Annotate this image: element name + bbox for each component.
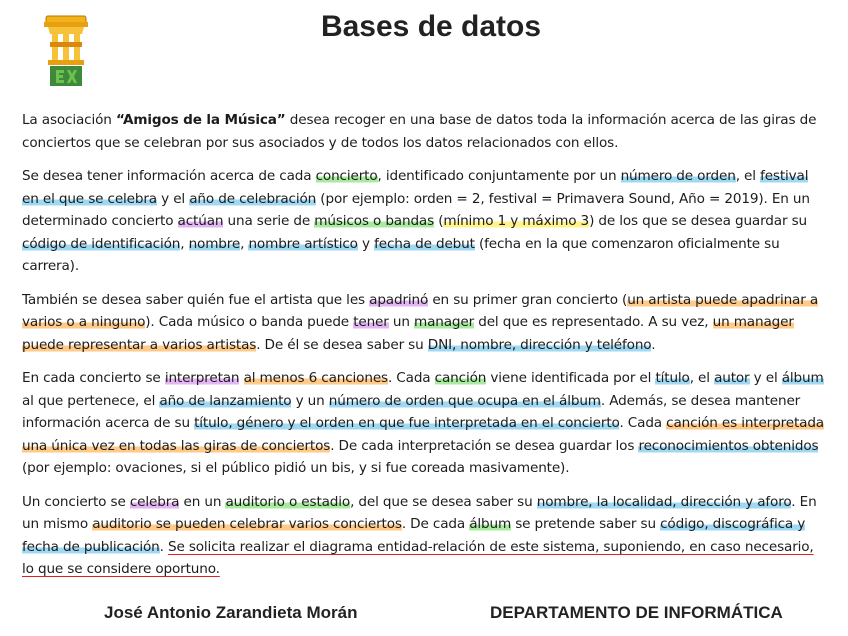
document-body <box>22 109 828 592</box>
paragraph <box>22 289 828 357</box>
highlighted-term: álbum <box>781 370 824 386</box>
text-run: , el <box>735 168 761 184</box>
text-run: También se desea saber quién fue el artista que les <box>22 291 370 308</box>
text-run: . De él se desea saber su <box>256 336 428 353</box>
highlighted-term: canción <box>434 370 487 386</box>
highlighted-term: autor <box>714 370 750 386</box>
text-run: , del que se desea saber su <box>350 493 537 510</box>
text-run: . Cada <box>387 370 435 386</box>
text-run: ( <box>434 213 444 229</box>
text-run: un <box>388 314 414 330</box>
text-run: Se desea tener información acerca de cada <box>22 168 316 184</box>
highlighted-term: tener <box>353 314 389 330</box>
highlighted-term: año de celebración <box>189 190 317 207</box>
text-run: Un concierto se <box>22 493 130 510</box>
text-run: . Cada <box>619 415 667 431</box>
text-run: , el <box>689 370 715 386</box>
highlighted-term: festival en el que se celebra <box>22 168 809 207</box>
text-run: , identificado conjuntamente por un <box>377 168 621 184</box>
highlighted-term: interpretan <box>164 370 240 386</box>
highlighted-term: número de orden <box>620 168 736 184</box>
highlighted-term: reconocimientos obtenidos <box>638 437 819 454</box>
highlighted-term: auditorio se pueden celebrar varios conciertos <box>92 516 402 532</box>
text-run: se pretende saber su <box>511 516 661 532</box>
paragraph <box>22 165 828 278</box>
text-run: . Además, se desea mantener información acerca de su <box>22 392 801 431</box>
highlighted-term: DNI, nombre, dirección y teléfono <box>427 336 652 353</box>
text-run: La asociación <box>22 112 116 128</box>
text-run: y <box>357 235 375 252</box>
footer-author: José Antonio Zarandieta Morán <box>104 603 358 622</box>
text-run: (fecha en la que comenzaron oficialmente su carrera). <box>22 235 780 274</box>
highlighted-term: auditorio o estadio <box>225 493 351 510</box>
highlighted-term: manager <box>414 314 475 330</box>
highlighted-term: año de lanzamiento <box>159 392 292 409</box>
highlighted-term: código, discográfica y fecha de publicación <box>22 516 806 555</box>
text-run: al que pertenece, el <box>22 392 160 409</box>
paragraph <box>22 109 828 154</box>
text-run: del que es representado. A su vez, <box>474 314 713 330</box>
highlighted-term: un manager puede representar a varios artistas <box>22 314 794 353</box>
highlighted-term: “Amigos de la Música” <box>115 112 286 128</box>
highlighted-term: álbum <box>469 516 512 532</box>
highlighted-term: al menos 6 canciones <box>243 370 388 386</box>
text-run: . En un mismo <box>22 493 817 532</box>
text-run: una serie de <box>223 213 315 229</box>
text-run: En cada concierto se <box>22 370 165 386</box>
text-run: , <box>240 235 249 252</box>
highlighted-term: músicos o bandas <box>314 213 435 229</box>
text-run: ) de los que se desea guardar su <box>589 213 807 229</box>
text-run: y el <box>749 370 782 386</box>
text-run <box>239 370 243 386</box>
text-run: . <box>159 538 168 555</box>
text-run: . De cada interpretación se desea guardar los <box>330 437 639 454</box>
highlighted-term: código de identificación <box>22 235 181 252</box>
text-run: . <box>651 336 656 353</box>
highlighted-term: canción es interpretada una única vez en todas las giras de conciertos <box>22 415 824 454</box>
text-run: ). Cada músico o banda puede <box>145 314 354 330</box>
text-run: y el <box>156 190 190 207</box>
page-title: Bases de datos <box>320 10 542 43</box>
highlighted-term: celebra <box>129 493 180 510</box>
highlighted-term: número de orden que ocupa en el álbum <box>328 392 601 409</box>
highlighted-term: nombre, la localidad, dirección y aforo <box>536 493 792 510</box>
highlighted-term: mínimo 1 y máximo 3 <box>443 213 590 229</box>
highlighted-term: nombre artístico <box>248 235 358 252</box>
highlighted-term: apadrinó <box>369 291 429 308</box>
highlighted-term: título <box>655 370 690 386</box>
text-run: . De cada <box>401 516 470 532</box>
highlighted-term: concierto <box>315 168 378 184</box>
highlighted-term: fecha de debut <box>374 235 475 252</box>
text-run: y un <box>291 392 329 409</box>
highlighted-term: actúan <box>177 213 224 229</box>
highlighted-term: un artista puede apadrinar a varios o a ninguno <box>22 291 819 330</box>
paragraph <box>22 491 828 581</box>
highlighted-term: título, género y el orden en que fue interpretada en el concierto <box>194 415 620 431</box>
text-run: desea recoger en una base de datos toda la información acerca de las giras de conciertos que se celebran por sus asociados y de todos los datos relacionados con ellos. <box>22 112 817 151</box>
text-run: (por ejemplo: ovaciones, si el público pidió un bis, y si fue coreada masivamente). <box>22 460 570 476</box>
highlighted-term: nombre <box>188 235 241 252</box>
text-run: , <box>180 235 189 252</box>
paragraph <box>22 367 828 480</box>
footer-department: DEPARTAMENTO DE INFORMÁTICA <box>490 603 783 622</box>
text-run: viene identificada por el <box>486 370 656 386</box>
text-run: (por ejemplo: orden = 2, festival = Primavera Sound, Año = 2019). En un determinado concierto <box>22 190 810 229</box>
highlighted-term: Se solicita realizar el diagrama entidad-relación de este sistema, suponiendo, en caso necesario, lo que se considere oportuno. <box>22 538 814 577</box>
text-run: en un <box>179 493 226 510</box>
text-run: en su primer gran concierto ( <box>428 291 628 308</box>
